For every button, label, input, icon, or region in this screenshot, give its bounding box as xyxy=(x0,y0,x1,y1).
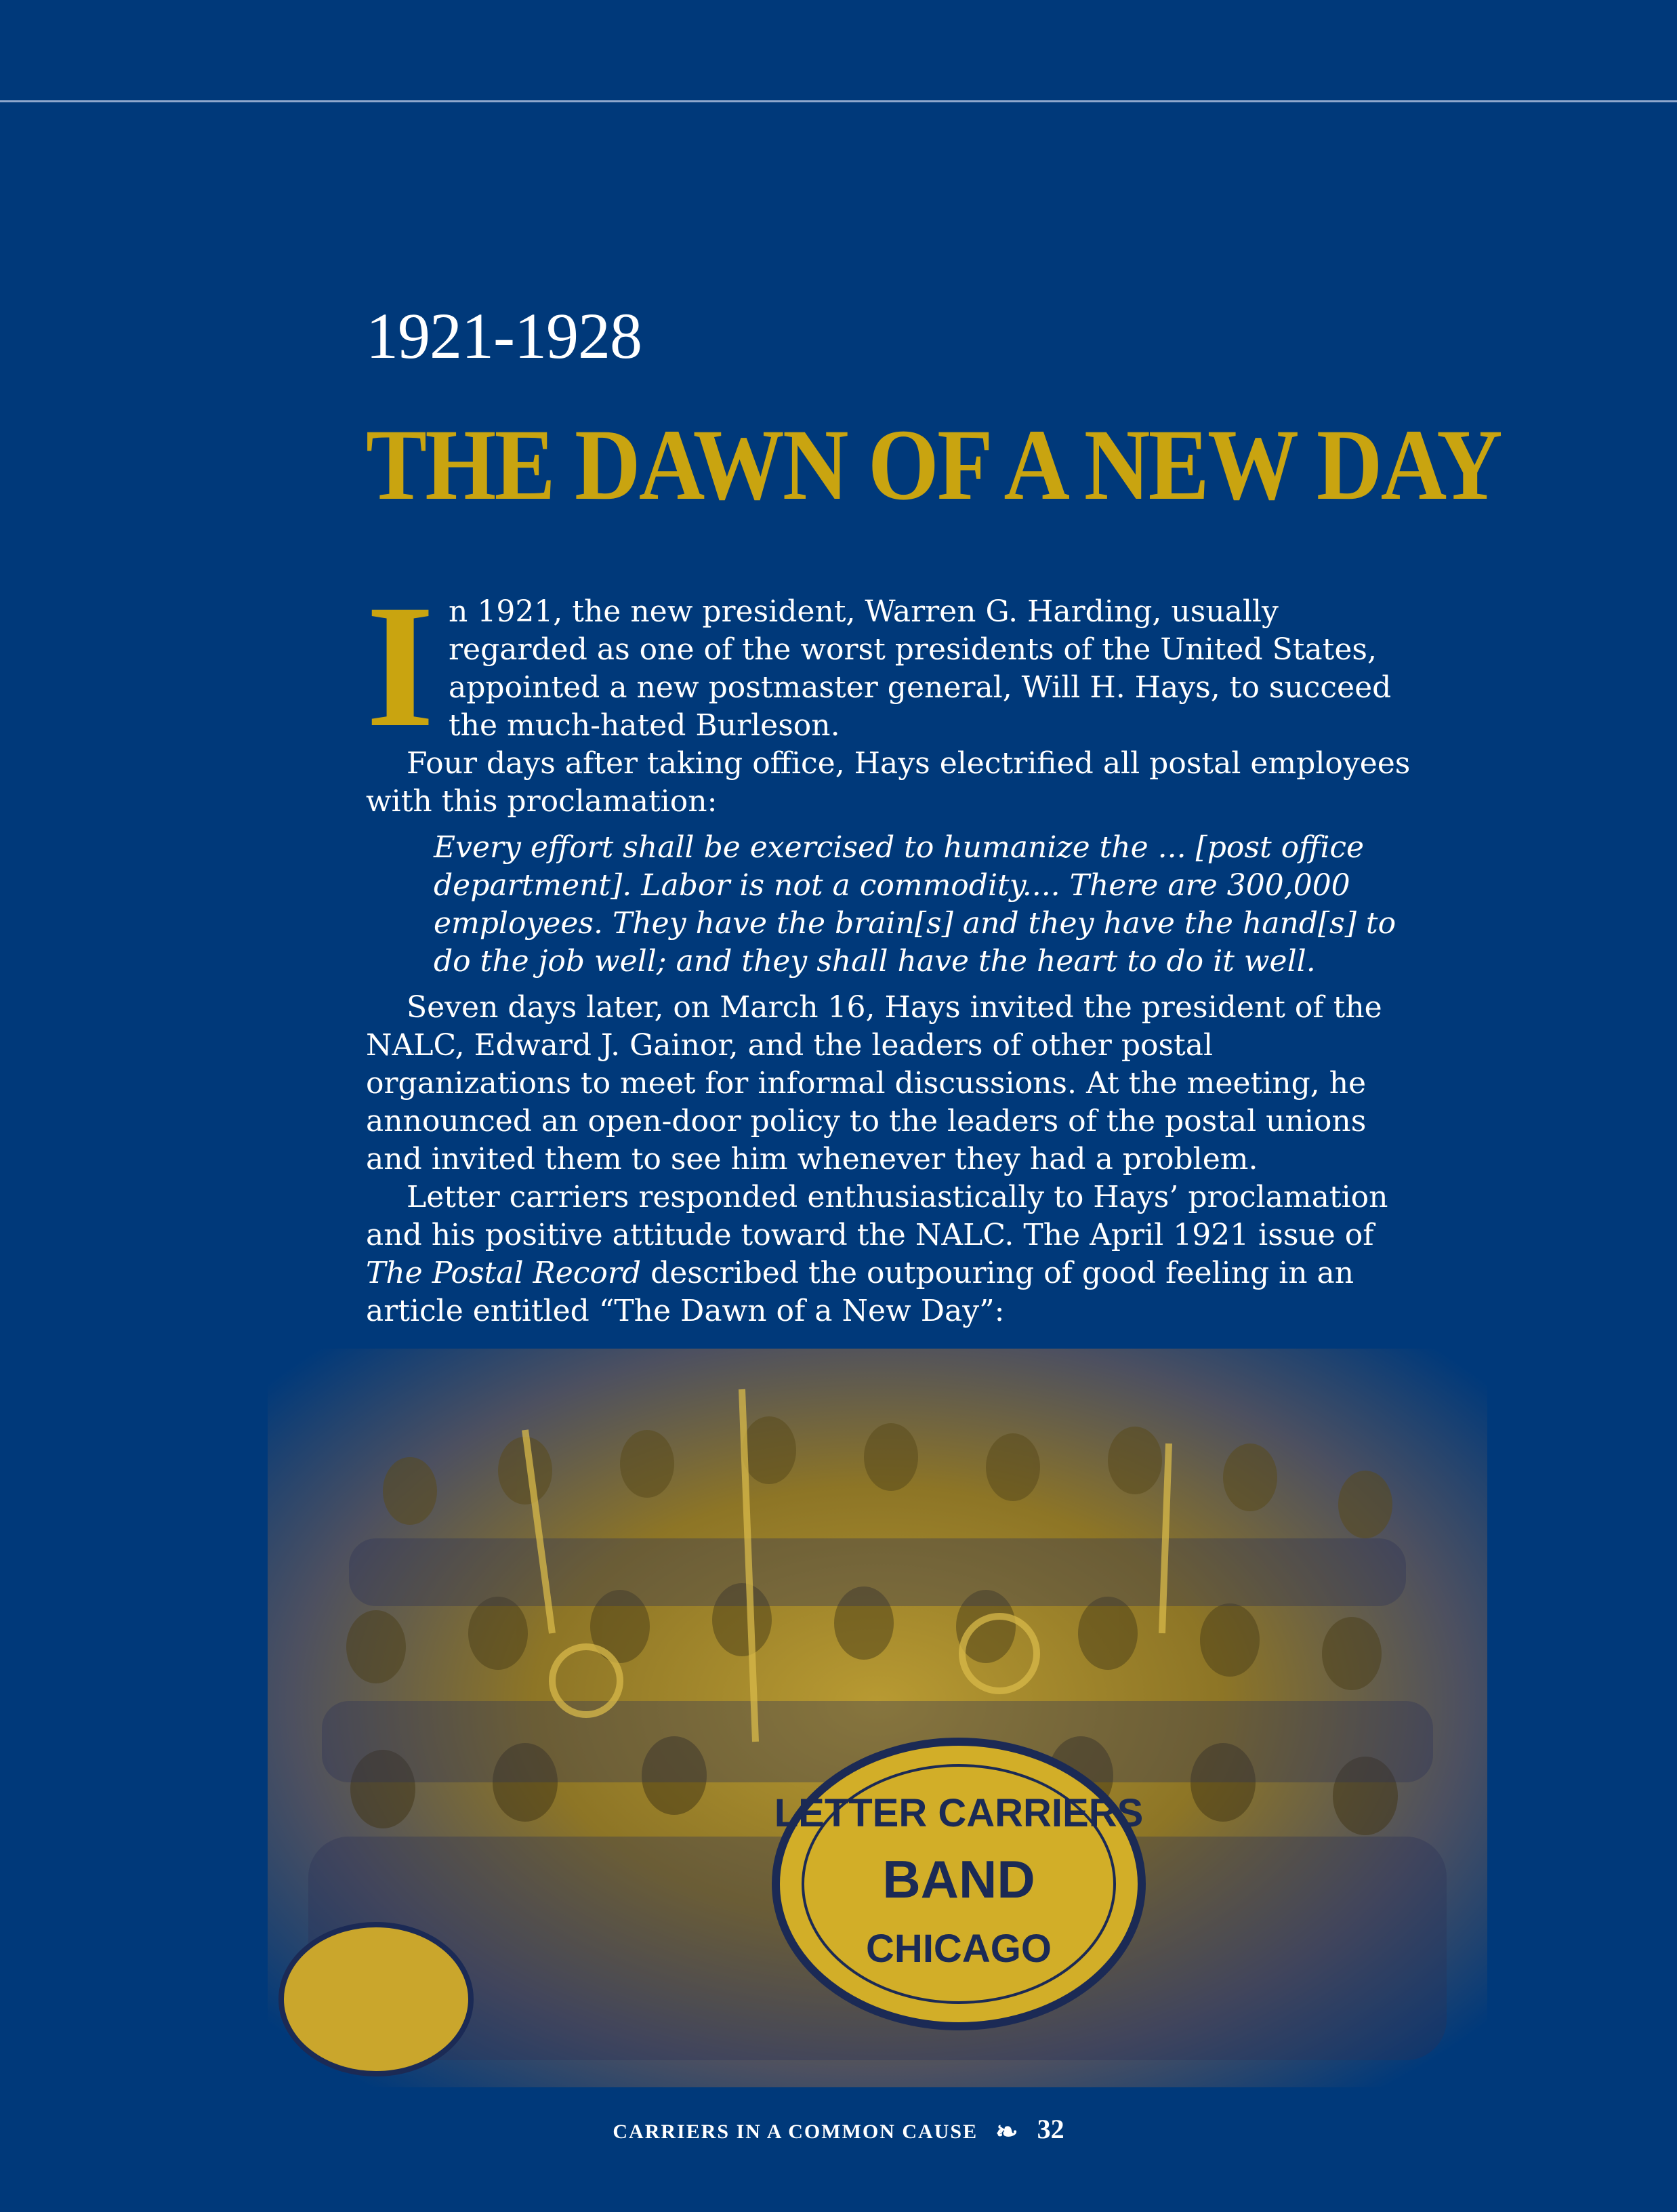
leaf-ornament-icon: ❧ xyxy=(995,2116,1020,2147)
block-quote: Every effort shall be exercised to humanize the ... [post office department]. Labor is not a commodity.... There are 300,000 employees. They have the brain[s] and they have the hand[s] to do the job well; and they shall have the heart to do it well. xyxy=(434,830,1396,979)
page-footer xyxy=(0,2113,1677,2148)
drum-label-top: LETTER CARRIERS xyxy=(774,1791,1144,1835)
lead-text: n 1921, the new president, Warren G. Harding, usually regarded as one of the worst presidents of the United States, appointed a new postmaster general, Will H. Hays, to succeed the much-hated Burleson. xyxy=(449,594,1392,743)
chapter-years: 1921-1928 xyxy=(366,300,642,372)
page-number: 32 xyxy=(1037,2114,1064,2144)
chapter-title: THE DAWN OF A NEW DAY xyxy=(366,409,1501,521)
snare-drum-icon xyxy=(281,1925,471,2074)
paragraph-4 xyxy=(366,1179,1416,1330)
bass-drum-icon xyxy=(774,1742,1144,2026)
paragraph-4-end: described the outpouring of good feeling in an article entitled “The Dawn of a New Day”: xyxy=(366,1256,1354,1328)
lead-paragraph xyxy=(366,569,1416,764)
drum-label-bottom: CHICAGO xyxy=(866,1927,1052,1971)
drum-label-middle: BAND xyxy=(882,1849,1035,1909)
band-photo-illustration xyxy=(268,1349,1487,2087)
body-text xyxy=(366,569,1416,1330)
paragraph-2: Four days after taking office, Hays electrified all postal employees with this proclamation: xyxy=(366,746,1411,819)
publication-title: The Postal Record xyxy=(366,1256,642,1290)
band-photograph xyxy=(268,1349,1487,2087)
header-rule xyxy=(0,100,1677,102)
footer-book-title: CARRIERS IN A COMMON CAUSE xyxy=(613,2121,978,2143)
paragraph-3: Seven days later, on March 16, Hays invited the president of the NALC, Edward J. Gainor, and the leaders of other postal organizations to meet for informal discussions. At the meeting, he announced an open-door policy to the leaders of the postal unions and invited them to see him whenever they had a problem. xyxy=(366,990,1382,1176)
drop-cap: I xyxy=(366,569,435,764)
paragraph-4-start: Letter carriers responded enthusiastically to Hays’ proclamation and his positive attitude toward the NALC. The April 1921 issue of xyxy=(366,1180,1388,1252)
